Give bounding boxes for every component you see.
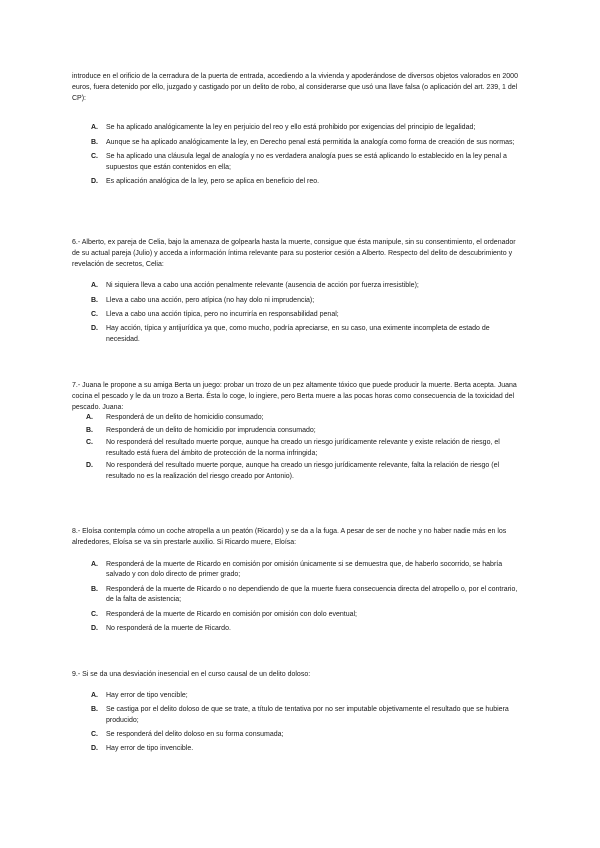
option-letter: C. bbox=[91, 152, 98, 160]
option-text: Lleva a cabo una acción típica, pero no incurriría en responsabilidad penal; bbox=[106, 310, 339, 318]
option-letter: D. bbox=[91, 178, 98, 186]
option-letter: C. bbox=[91, 731, 98, 739]
question-8-option-d bbox=[72, 624, 520, 635]
question-7-option-a bbox=[72, 413, 520, 424]
question-7-options bbox=[72, 413, 520, 482]
question-8-option-a bbox=[72, 560, 520, 582]
question-5-stem: introduce en el orificio de la cerradura de la puerta de entrada, accediendo a la vivienda y apoderándose de diversos objetos valorados en 2000 euros, fuera detenido por ello, juzgado y castigado por un delito de robo, al considerarse que usó una llave falsa (o aplicación del art. 239, 1 del CP): bbox=[72, 73, 518, 102]
option-letter: D. bbox=[86, 462, 93, 470]
question-5-option-a bbox=[72, 123, 520, 134]
option-letter: B. bbox=[91, 296, 98, 304]
option-letter: A. bbox=[91, 124, 98, 132]
option-letter: C. bbox=[91, 610, 98, 618]
question-6-option-d bbox=[72, 324, 520, 346]
option-text: Responderá de la muerte de Ricardo en comisión por omisión con dolo eventual; bbox=[106, 610, 357, 618]
question-8-option-c bbox=[72, 610, 520, 621]
question-8 bbox=[72, 527, 520, 635]
question-9-options bbox=[72, 691, 520, 755]
option-letter: C. bbox=[91, 310, 98, 318]
option-text: Se castiga por el delito doloso de que se trate, a título de tentativa por no ser imputable objetivamente el resultado que se hubiera producido; bbox=[106, 706, 509, 724]
question-9-stem: 9.- Si se da una desviación inesencial en el curso causal de un delito doloso: bbox=[72, 671, 311, 678]
option-letter: D. bbox=[91, 325, 98, 333]
question-8-options bbox=[72, 560, 520, 635]
question-5-option-b bbox=[72, 138, 520, 149]
question-5 bbox=[72, 72, 520, 188]
question-6-options bbox=[72, 281, 520, 345]
option-text: Ni siquiera lleva a cabo una acción penalmente relevante (ausencia de acción por fuerza irresistible); bbox=[106, 282, 419, 290]
question-6-option-a bbox=[72, 281, 520, 292]
question-9-option-a bbox=[72, 691, 520, 702]
question-7-option-b bbox=[72, 426, 520, 437]
option-text: Responderá de la muerte de Ricardo o no dependiendo de que la muerte fuera consecuencia directa del atropello o, por el contrario, de la falta de asistencia; bbox=[106, 585, 518, 604]
option-text: Es aplicación analógica de la ley, pero se aplica en beneficio del reo. bbox=[106, 178, 320, 186]
option-letter: B. bbox=[91, 585, 98, 593]
option-text: Responderá de un delito de homicidio por imprudencia consumado; bbox=[106, 426, 316, 434]
option-text: Responderá de la muerte de Ricardo en comisión por omisión únicamente si se demuestra que, de haberlo socorrido, se habría salvado y con dolo directo de primer grado; bbox=[106, 560, 503, 579]
question-9-option-c bbox=[72, 730, 520, 741]
question-7-option-d bbox=[72, 461, 520, 483]
option-text: Se ha aplicado una cláusula legal de analogía y no es verdadera analogía pues se está aplicando lo establecido en la ley penal a supuestos que están contenidos en ella; bbox=[106, 152, 507, 171]
option-letter: A. bbox=[91, 560, 98, 568]
option-text: No responderá del resultado muerte porque, aunque ha creado un riesgo jurídicamente relevante y existe relación de riesgo, el resultado está fuera del ámbito de protección de la norma infringida; bbox=[106, 438, 500, 457]
option-text: Lleva a cabo una acción, pero atípica (no hay dolo ni imprudencia); bbox=[106, 296, 315, 304]
option-text: Responderá de un delito de homicidio consumado; bbox=[106, 414, 264, 422]
option-text: No responderá del resultado muerte porque, aunque ha creado un riesgo jurídicamente relevante, falta la relación de riesgo (el resultado no es la realización del riesgo creado por Antonio). bbox=[106, 462, 500, 480]
question-9-option-d bbox=[72, 744, 520, 755]
option-letter: C. bbox=[86, 438, 93, 446]
option-text: Se ha aplicado analógicamente la ley en perjuicio del reo y ello está prohibido por exigencias del principio de legalidad; bbox=[106, 124, 476, 132]
option-letter: A. bbox=[86, 414, 93, 422]
question-9 bbox=[72, 670, 520, 755]
option-letter: D. bbox=[91, 625, 98, 633]
question-6 bbox=[72, 238, 520, 346]
option-letter: A. bbox=[91, 691, 98, 699]
option-letter: B. bbox=[91, 706, 98, 714]
option-text: Hay error de tipo invencible. bbox=[106, 745, 194, 753]
option-text: Hay acción, típica y antijurídica ya que, como mucho, podría apreciarse, en su caso, una eximente incompleta de estado de necesidad. bbox=[106, 325, 490, 344]
question-6-option-c bbox=[72, 310, 520, 321]
question-5-options bbox=[72, 123, 520, 187]
question-6-stem: 6.- Alberto, ex pareja de Celia, bajo la amenaza de golpearla hasta la muerte, consigue que ésta manipule, sin su consentimiento, el ordenador de su actual pareja (Julio) y acceda a información íntima relevante para su posterior cesión a Alberto. Respecto del delito de descubrimiento y revelación de secretos, Celia: bbox=[72, 239, 516, 268]
option-letter: B. bbox=[86, 426, 93, 434]
question-8-option-b bbox=[72, 585, 520, 607]
option-text: Hay error de tipo vencible; bbox=[106, 691, 188, 699]
option-text: Se responderá del delito doloso en su forma consumada; bbox=[106, 731, 284, 739]
question-8-stem: 8.- Eloísa contempla cómo un coche atropella a un peatón (Ricardo) y se da a la fuga. A pesar de ser de noche y no haber nadie más en los alrededores, Eloísa se va sin prestarle auxilio. Si Ricardo muere, Eloísa: bbox=[72, 528, 507, 546]
question-5-option-d bbox=[72, 177, 520, 188]
question-9-option-b bbox=[72, 705, 520, 727]
question-5-option-c bbox=[72, 152, 520, 174]
question-6-option-b bbox=[72, 296, 520, 307]
question-7 bbox=[72, 381, 520, 483]
option-letter: D. bbox=[91, 745, 98, 753]
option-letter: A. bbox=[91, 282, 98, 290]
option-text: Aunque se ha aplicado analógicamente la ley, en Derecho penal está permitida la analogía como forma de creación de sus normas; bbox=[106, 138, 515, 146]
option-letter: B. bbox=[91, 138, 98, 146]
question-7-option-c bbox=[72, 438, 520, 460]
question-7-stem: 7.- Juana le propone a su amiga Berta un juego: probar un trozo de un pez altamente tóxico que puede producir la muerte. Berta acepta. Juana cocina el pescado y le da un trozo a Berta. Ésta lo coge, lo ingiere, pero Berta muere a las pocas horas como consecuencia de la toxicidad del pescado. Juana: bbox=[72, 382, 517, 411]
option-text: No responderá de la muerte de Ricardo. bbox=[106, 625, 231, 633]
